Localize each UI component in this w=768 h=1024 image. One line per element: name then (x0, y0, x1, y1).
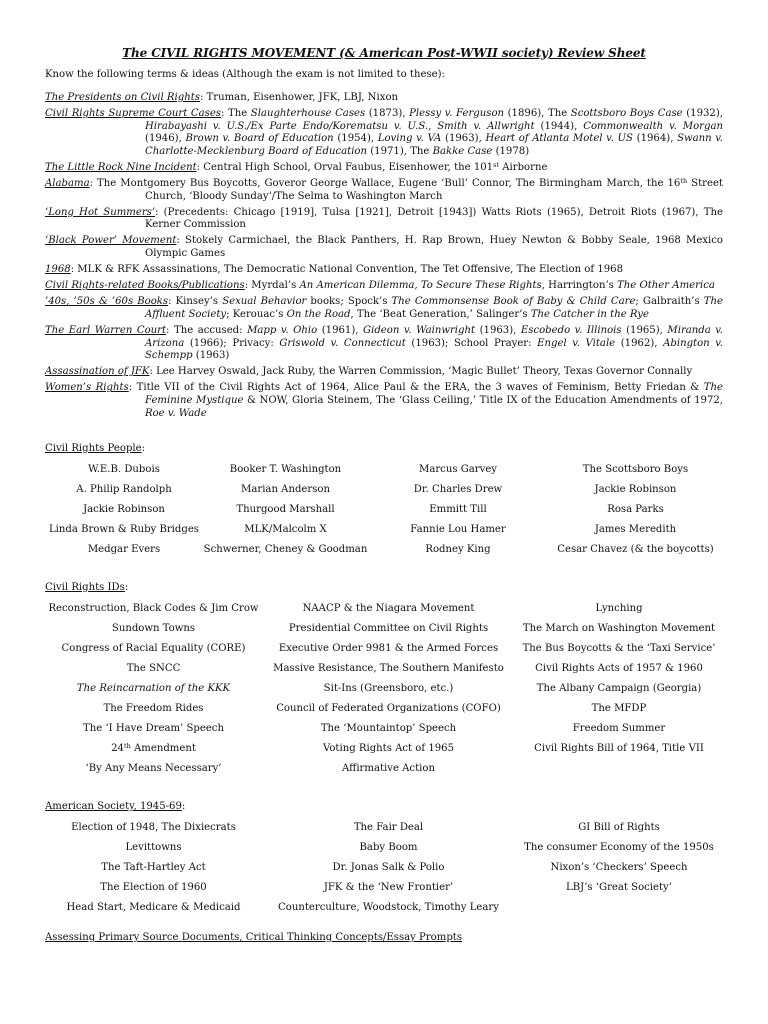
term-heading: ’40s, ’50s & ’60s Books (45, 296, 169, 308)
id-item (262, 678, 515, 698)
person-item (45, 479, 203, 499)
term-entry (45, 108, 723, 158)
id-item-text: Council of Federated Organizations (COFO) (276, 702, 501, 714)
term-text: : Truman, Eisenhower, JFK, LBJ, Nixon (199, 92, 399, 103)
person-item-text: A. Philip Randolph (76, 483, 172, 495)
term-text: Harrington’s (544, 280, 618, 292)
person-item-text: Schwerner, Cheney & Goodman (203, 543, 368, 555)
id-item (262, 658, 515, 678)
people-grid (45, 459, 723, 559)
term-text: (1978) (492, 145, 530, 157)
term-superscript: th (680, 177, 688, 186)
society-item-text: The Election of 1960 (100, 881, 207, 893)
id-item (515, 678, 723, 698)
term-text: (1971), The (367, 145, 433, 157)
person-item (45, 459, 203, 479)
intro-text: Know the following terms & ideas (Although the exam is not limited to these): (45, 69, 445, 80)
term-italic-text: Loving v. VA (377, 133, 442, 145)
person-item-text: Dr. Charles Drew (413, 483, 503, 495)
section-heading: American Society, 1945-69: (45, 801, 186, 813)
id-item-text: The MFDP (591, 702, 647, 714)
term-text: (1962), (615, 337, 664, 349)
ids-section (45, 581, 723, 778)
id-item (515, 618, 723, 638)
person-item (45, 499, 203, 519)
society-item (515, 897, 723, 917)
society-item (262, 837, 515, 857)
footer-section (45, 931, 723, 945)
id-item-text: Massive Resistance, The Southern Manifesto (273, 662, 504, 674)
id-item (262, 718, 515, 738)
id-item (515, 658, 723, 678)
term-italic-text: The Catcher in the Rye (530, 308, 649, 320)
society-item (262, 877, 515, 897)
id-item-text: The ‘I Have Dream’ Speech (83, 722, 224, 734)
term-italic-text: Miranda v. Arizona (145, 325, 724, 349)
term-text: : Kinsey’s (168, 296, 223, 308)
term-text: (1963), (441, 133, 486, 145)
society-item-text: JFK & the ‘New Frontier’ (323, 881, 454, 893)
id-item (515, 598, 723, 618)
person-item (45, 539, 203, 559)
term-text: (1944), (534, 120, 584, 132)
person-item-text: MLK/Malcolm X (244, 523, 327, 535)
id-item-text: The ‘Mountaintop’ Speech (320, 722, 457, 734)
society-item (515, 857, 723, 877)
society-item-text: Election of 1948, The Dixiecrats (71, 821, 236, 833)
person-item-text: Booker T. Washington (229, 463, 342, 475)
id-item (45, 678, 262, 698)
person-item-text: Emmitt Till (429, 503, 487, 515)
id-item (262, 738, 515, 758)
term-text: : The (220, 108, 251, 120)
term-italic-text: Hirabayashi v. U.S./Ex Parte Endo/Korematsu v. U.S., Smith v. Allwright (145, 120, 535, 132)
id-item (515, 758, 723, 778)
term-text: books; Spock’s (306, 296, 392, 308)
id-item (515, 638, 723, 658)
person-item (368, 499, 548, 519)
id-item (262, 758, 515, 778)
person-item (203, 479, 368, 499)
term-superscript: st (493, 160, 500, 169)
id-item (262, 598, 515, 618)
id-item (45, 758, 262, 778)
society-item (515, 877, 723, 897)
id-item-text: Reconstruction, Black Codes & Jim Crow (48, 602, 259, 614)
person-item (368, 459, 548, 479)
term-heading: ‘Black Power’ Movement (45, 235, 177, 247)
term-entry (45, 207, 723, 232)
review-sheet (45, 46, 723, 948)
id-item (45, 618, 262, 638)
id-item-text: Affirmative Action (342, 762, 435, 774)
term-heading: Assassination of JFK (45, 366, 150, 378)
society-item (515, 817, 723, 837)
person-item-text: Marcus Garvey (418, 463, 497, 475)
term-text: : MLK & RFK Assassinations, The Democratic National Convention, The Tet Offensive, The Election of 1968 (70, 264, 624, 276)
id-item-text: Sundown Towns (111, 622, 196, 634)
page-title: The CIVIL RIGHTS MOVEMENT (& American Post-WWII society) Review Sheet (122, 46, 646, 60)
term-italic-text: Sexual Behavior (222, 296, 307, 308)
id-item-text: The March on Washington Movement (522, 622, 716, 634)
person-item-text: Jackie Robinson (594, 483, 677, 495)
ids-grid (45, 598, 723, 778)
society-item (45, 877, 262, 897)
term-italic-text: On the Road (286, 308, 351, 320)
society-item-text: The Fair Deal (353, 821, 424, 833)
term-heading: Civil Rights-related Books/Publications (45, 280, 245, 292)
id-item-text: Executive Order 9981 & the Armed Forces (278, 642, 499, 654)
society-grid (45, 817, 723, 917)
term-text: Airborne (499, 161, 548, 173)
society-item (262, 897, 515, 917)
term-heading: 1968 (45, 264, 71, 276)
term-text: (1932), (682, 108, 723, 120)
society-item-text: GI Bill of Rights (578, 821, 660, 833)
id-item-text: Lynching (595, 602, 643, 614)
term-entry (45, 178, 723, 203)
id-item-text: The Reincarnation of the KKK (76, 682, 231, 694)
term-italic-text: Mapp v. Ohio (247, 325, 318, 336)
people-section (45, 442, 723, 559)
id-item-text: Presidential Committee on Civil Rights (288, 622, 489, 634)
term-italic-text: Engel v. Vitale (537, 337, 616, 349)
term-entry (45, 280, 723, 293)
term-italic-text: Swann v. Charlotte-Mecklenburg Board of Education (145, 133, 723, 157)
person-item (203, 539, 368, 559)
term-italic-text: Gideon v. Wainwright (363, 325, 476, 336)
person-item (548, 459, 723, 479)
term-heading: Alabama (45, 178, 90, 190)
society-item-text: Baby Boom (359, 841, 418, 853)
person-item-text: Fannie Lou Hamer (410, 523, 506, 535)
id-item-text: Civil Rights Bill of 1964, Title VII (534, 742, 704, 754)
society-item-text: Levittowns (125, 841, 182, 853)
term-entry (45, 366, 723, 379)
term-italic-text: Slaughterhouse Cases (250, 108, 366, 120)
id-item-text: The Freedom Rides (103, 702, 204, 714)
term-text: (1873), (365, 108, 410, 120)
id-item-text: Freedom Summer (572, 722, 666, 734)
person-item (368, 479, 548, 499)
term-entry (45, 296, 723, 321)
id-item (515, 718, 723, 738)
person-item (548, 539, 723, 559)
term-text: : Lee Harvey Oswald, Jack Ruby, the Warren Commission, ‘Magic Bullet’ Theory, Texas Governor Connally (149, 366, 693, 378)
society-item-text: Nixon’s ‘Checkers’ Speech (550, 861, 688, 873)
term-entry (45, 235, 723, 260)
term-entry (45, 162, 723, 175)
society-item (262, 817, 515, 837)
society-item (262, 857, 515, 877)
term-text: : Stokely Carmichael, the Black Panthers, H. Rap Brown, Huey Newton & Bobby Seale, 1968 Mexico Olympic Games (145, 235, 723, 260)
id-item (45, 638, 262, 658)
term-italic-text: The Other America (617, 280, 715, 292)
section-heading: Civil Rights IDs: (45, 582, 129, 594)
term-text: (1963) (192, 350, 230, 362)
id-item-text: Voting Rights Act of 1965 (322, 742, 455, 754)
id-item-text: The SNCC (126, 662, 181, 674)
person-item (368, 519, 548, 539)
society-item-text: The Taft-Hartley Act (101, 861, 206, 873)
person-item-text: Jackie Robinson (83, 503, 165, 515)
term-italic-text: The Feminine Mystique (145, 382, 723, 406)
society-item-text: The consumer Economy of the 1950s (524, 841, 714, 853)
id-item-text-suffix: Amendment (130, 742, 196, 754)
term-italic-text: Escobedo v. Illinois (520, 325, 622, 336)
society-item-text: Counterculture, Woodstock, Timothy Leary (278, 901, 499, 913)
person-item-text: Medgar Evers (87, 543, 161, 555)
term-entry (45, 264, 723, 277)
society-item (45, 897, 262, 917)
term-text: & NOW, Gloria Steinem, The ‘Glass Ceiling,’ Title IX of the Education Amendments of 1972, (243, 394, 723, 406)
term-text: : The Montgomery Bus Boycotts, Goveror George Wallace, Eugene ‘Bull’ Connor, The Birmingham March, the 16 (89, 178, 681, 190)
term-italic-text: Brown v. Board of Education (185, 133, 334, 145)
id-item (262, 698, 515, 718)
person-item (548, 479, 723, 499)
id-item (45, 698, 262, 718)
id-item-text: Sit-Ins (Greensboro, etc.) (323, 682, 454, 694)
term-italic-text: The Commonsense Book of Baby & Child Care (391, 296, 636, 308)
term-heading: The Little Rock Nine Incident (45, 161, 197, 173)
term-text: (1966); Privacy: (184, 337, 280, 349)
term-text: ; Galbraith’s (635, 296, 704, 308)
term-entry (45, 382, 723, 420)
term-heading: Civil Rights Supreme Court Cases (45, 108, 221, 120)
id-item (262, 618, 515, 638)
term-italic-text: Commonwealth v. Morgan (583, 120, 723, 132)
term-italic-text: Bakke Case (432, 145, 493, 157)
person-item (203, 459, 368, 479)
person-item-text: W.E.B. Dubois (88, 463, 160, 475)
term-text: (1954), (333, 133, 378, 145)
id-item-text: NAACP & the Niagara Movement (302, 602, 475, 614)
person-item-text: James Meredith (594, 523, 677, 535)
term-heading: The Earl Warren Court (45, 325, 167, 336)
term-italic-text: Scottsboro Boys Case (570, 108, 683, 120)
person-item (203, 499, 368, 519)
term-italic-text: An American Dilemma, To Secure These Rights, (299, 280, 545, 292)
person-item (368, 539, 548, 559)
term-text: : Myrdal’s (244, 280, 300, 292)
id-item-text: Civil Rights Acts of 1957 & 1960 (535, 662, 703, 674)
person-item-text: Cesar Chavez (& the boycotts) (557, 543, 714, 555)
person-item (548, 499, 723, 519)
term-italic-text: The Affluent Society (145, 296, 723, 320)
term-text: : Title VII of the Civil Rights Act of 1964, Alice Paul & the ERA, the 3 waves of Feminism, Betty Friedan & (128, 382, 704, 394)
term-heading: Women’s Rights (45, 382, 129, 394)
term-heading: The Presidents on Civil Rights (45, 92, 200, 103)
society-section (45, 800, 723, 917)
term-text: , The ‘Beat Generation,’ Salinger’s (350, 308, 531, 320)
society-item (45, 857, 262, 877)
term-italic-text: Abington v. Schempp (145, 337, 723, 362)
term-text: (1963), (475, 325, 521, 336)
term-heading: ‘Long Hot Summers’ (45, 206, 156, 218)
term-text: (1965), (621, 325, 668, 336)
person-item (548, 519, 723, 539)
terms-list (45, 92, 723, 420)
society-item (45, 837, 262, 857)
person-item-text: Marian Anderson (241, 483, 330, 495)
term-text: : Central High School, Orval Faubus, Eisenhower, the 101 (196, 161, 494, 173)
term-text: (1964), (632, 133, 678, 145)
section-heading: Civil Rights People: (45, 443, 146, 455)
term-italic-text: Griswold v. Connecticut (279, 337, 406, 349)
person-item (45, 519, 203, 539)
person-item (203, 519, 368, 539)
term-italic-text: Plessy v. Ferguson (409, 108, 505, 120)
id-item-text: 24 (111, 742, 124, 754)
term-text: (1963); School Prayer: (405, 337, 538, 349)
term-text: : (Precedents: Chicago [1919], Tulsa [1921], Detroit [1943]) Watts Riots (1965), Detroit Riots (1967), The Kerner Commission (145, 206, 723, 231)
term-text: Street Church, ‘Bloody Sunday’/The Selma to Washington March (145, 178, 723, 202)
term-text: (1961), (317, 325, 364, 336)
id-item-text: The Albany Campaign (Georgia) (536, 682, 702, 694)
id-item (45, 718, 262, 738)
footer-heading: Assessing Primary Source Documents, Critical Thinking Concepts/Essay Prompts (45, 932, 463, 944)
term-text: (1896), The (504, 108, 571, 120)
id-item (45, 598, 262, 618)
term-italic-text: Heart of Atlanta Motel v. US (485, 133, 633, 145)
id-item (515, 738, 723, 758)
person-item-text: Linda Brown & Ruby Bridges (48, 523, 199, 535)
person-item-text: Thurgood Marshall (236, 503, 335, 515)
id-item-text: ‘By Any Means Necessary’ (85, 762, 222, 774)
id-item (45, 738, 262, 758)
term-text: : The accused: (166, 325, 248, 336)
id-item-superscript: th (123, 741, 131, 750)
society-item-text: LBJ’s ‘Great Society’ (566, 881, 672, 893)
term-text: ; Kerouac’s (226, 308, 287, 320)
term-text: (1946), (145, 133, 186, 145)
id-item (262, 638, 515, 658)
society-item-text: Head Start, Medicare & Medicaid (66, 901, 241, 913)
term-italic-text: Roe v. Wade (145, 407, 207, 419)
id-item-text: The Bus Boycotts & the ‘Taxi Service’ (522, 642, 716, 654)
person-item-text: The Scottsboro Boys (582, 463, 689, 475)
term-entry (45, 325, 723, 363)
person-item-text: Rosa Parks (607, 503, 664, 515)
id-item (45, 658, 262, 678)
society-item (515, 837, 723, 857)
term-entry (45, 92, 723, 105)
person-item-text: Rodney King (425, 543, 491, 555)
id-item (515, 698, 723, 718)
society-item (45, 817, 262, 837)
society-item-text: Dr. Jonas Salk & Polio (332, 861, 445, 873)
id-item-text: Congress of Racial Equality (CORE) (61, 642, 246, 654)
